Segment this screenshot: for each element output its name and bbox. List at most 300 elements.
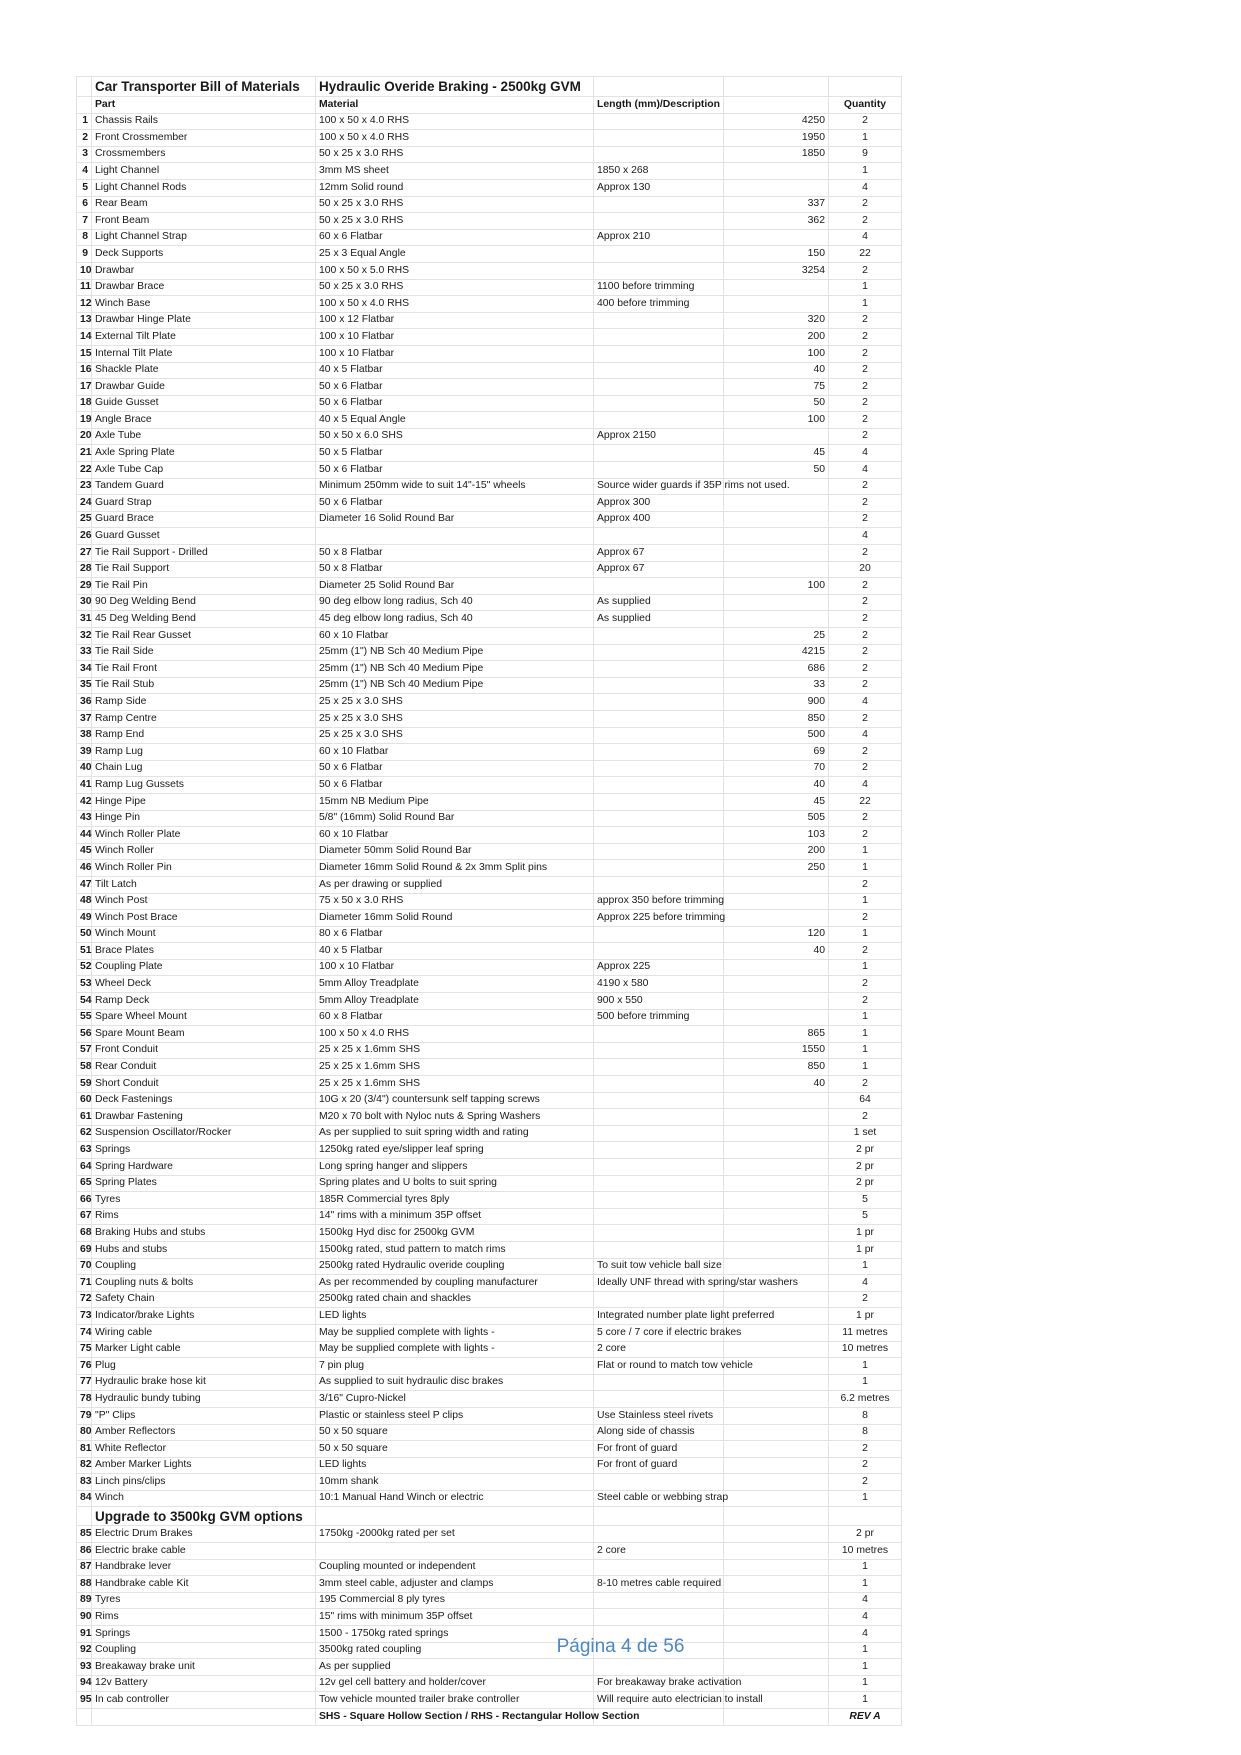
description	[594, 1208, 724, 1225]
description: For front of guard	[594, 1457, 724, 1474]
part-name: Wheel Deck	[92, 976, 316, 993]
length-mm	[724, 1609, 829, 1626]
table-row	[77, 910, 902, 927]
material: 100 x 10 Flatbar	[316, 329, 594, 346]
material: Tow vehicle mounted trailer brake controller	[316, 1692, 594, 1709]
description	[594, 312, 724, 329]
table-row	[77, 1358, 902, 1375]
description: For front of guard	[594, 1441, 724, 1458]
length-mm: 337	[724, 196, 829, 213]
item-number: 86	[77, 1543, 92, 1560]
item-number: 43	[77, 810, 92, 827]
table-row	[77, 262, 902, 279]
material: Diameter 25 Solid Round Bar	[316, 578, 594, 595]
length-mm: 200	[724, 843, 829, 860]
table-row	[77, 213, 902, 230]
material: 10:1 Manual Hand Winch or electric	[316, 1490, 594, 1507]
quantity: 1	[829, 296, 902, 313]
material: 10mm shank	[316, 1474, 594, 1491]
table-row	[77, 860, 902, 877]
material: 25 x 3 Equal Angle	[316, 246, 594, 263]
quantity: 10 metres	[829, 1543, 902, 1560]
length-mm	[724, 229, 829, 246]
length-mm	[724, 1291, 829, 1308]
material: 100 x 50 x 4.0 RHS	[316, 296, 594, 313]
part-name: Front Conduit	[92, 1042, 316, 1059]
material: 100 x 50 x 4.0 RHS	[316, 113, 594, 130]
material: 60 x 6 Flatbar	[316, 229, 594, 246]
part-name: Light Channel Strap	[92, 229, 316, 246]
quantity: 22	[829, 793, 902, 810]
material	[316, 528, 594, 545]
part-name: Winch	[92, 1490, 316, 1507]
item-number: 25	[77, 511, 92, 528]
material: 100 x 50 x 4.0 RHS	[316, 130, 594, 147]
table-row	[77, 727, 902, 744]
item-number: 55	[77, 1009, 92, 1026]
part-name: Hydraulic brake hose kit	[92, 1374, 316, 1391]
item-number: 63	[77, 1142, 92, 1159]
header-row	[77, 97, 902, 114]
quantity: 2	[829, 545, 902, 562]
item-number: 44	[77, 827, 92, 844]
item-number: 36	[77, 694, 92, 711]
part-name: 45 Deg Welding Bend	[92, 611, 316, 628]
table-row	[77, 1042, 902, 1059]
length-mm	[724, 1192, 829, 1209]
description: Approx 67	[594, 561, 724, 578]
description: Approx 225	[594, 959, 724, 976]
description	[594, 644, 724, 661]
table-row	[77, 959, 902, 976]
quantity: 2	[829, 760, 902, 777]
description: Along side of chassis	[594, 1424, 724, 1441]
quantity: 1 pr	[829, 1308, 902, 1325]
item-number: 83	[77, 1474, 92, 1491]
description: Approx 400	[594, 511, 724, 528]
item-number: 18	[77, 395, 92, 412]
description	[594, 1609, 724, 1626]
part-name: Winch Roller Pin	[92, 860, 316, 877]
quantity: 1	[829, 1374, 902, 1391]
quantity: 2	[829, 312, 902, 329]
item-number: 37	[77, 710, 92, 727]
length-mm: 33	[724, 677, 829, 694]
item-number: 65	[77, 1175, 92, 1192]
length-mm	[724, 1341, 829, 1358]
table-row	[77, 1241, 902, 1258]
item-number: 81	[77, 1441, 92, 1458]
length-mm: 50	[724, 395, 829, 412]
part-name: Tie Rail Side	[92, 644, 316, 661]
length-mm	[724, 1374, 829, 1391]
material: Diameter 16mm Solid Round	[316, 910, 594, 927]
table-row	[77, 1457, 902, 1474]
table-row	[77, 511, 902, 528]
description	[594, 1142, 724, 1159]
quantity: 2	[829, 993, 902, 1010]
description	[594, 445, 724, 462]
material: 40 x 5 Flatbar	[316, 943, 594, 960]
table-row	[77, 1275, 902, 1292]
description: 5 core / 7 core if electric brakes	[594, 1324, 724, 1341]
table-row	[77, 495, 902, 512]
item-number: 23	[77, 478, 92, 495]
description	[594, 528, 724, 545]
item-number: 53	[77, 976, 92, 993]
part-name: Crossmembers	[92, 146, 316, 163]
length-mm	[724, 1258, 829, 1275]
material: As per supplied to suit spring width and rating	[316, 1125, 594, 1142]
quantity: 1	[829, 1490, 902, 1507]
description	[594, 943, 724, 960]
length-mm	[724, 1142, 829, 1159]
material: 5mm Alloy Treadplate	[316, 976, 594, 993]
quantity: 2	[829, 262, 902, 279]
part-name: Coupling Plate	[92, 959, 316, 976]
length-mm: 120	[724, 926, 829, 943]
part-name: Guide Gusset	[92, 395, 316, 412]
length-mm	[724, 594, 829, 611]
part-name: Spare Mount Beam	[92, 1026, 316, 1043]
part-name: Angle Brace	[92, 412, 316, 429]
table-row	[77, 163, 902, 180]
length-mm: 865	[724, 1026, 829, 1043]
table-row	[77, 379, 902, 396]
quantity: 1 set	[829, 1125, 902, 1142]
quantity: 8	[829, 1424, 902, 1441]
description	[594, 1225, 724, 1242]
length-mm: 69	[724, 744, 829, 761]
part-name: Handbrake cable Kit	[92, 1576, 316, 1593]
quantity: 2	[829, 744, 902, 761]
page-number: Página 4 de 56	[556, 1636, 685, 1657]
part-name: Spring Plates	[92, 1175, 316, 1192]
item-number: 16	[77, 362, 92, 379]
item-number: 88	[77, 1576, 92, 1593]
part-name: Winch Mount	[92, 926, 316, 943]
description: Use Stainless steel rivets	[594, 1407, 724, 1424]
description: Source wider guards if 35P rims not used.	[594, 478, 724, 495]
part-name: Light Channel	[92, 163, 316, 180]
description	[594, 213, 724, 230]
quantity: 2	[829, 943, 902, 960]
material: Diameter 16 Solid Round Bar	[316, 511, 594, 528]
length-mm: 103	[724, 827, 829, 844]
length-mm: 850	[724, 1059, 829, 1076]
table-row	[77, 1092, 902, 1109]
part-name: Drawbar Brace	[92, 279, 316, 296]
material: May be supplied complete with lights -	[316, 1341, 594, 1358]
table-row	[77, 611, 902, 628]
quantity: 4	[829, 229, 902, 246]
material: 1500kg Hyd disc for 2500kg GVM	[316, 1225, 594, 1242]
item-number: 72	[77, 1291, 92, 1308]
table-row	[77, 1076, 902, 1093]
table-row	[77, 1543, 902, 1560]
material: 1250kg rated eye/slipper leaf spring	[316, 1142, 594, 1159]
part-name: Internal Tilt Plate	[92, 345, 316, 362]
table-row	[77, 1424, 902, 1441]
description	[594, 1559, 724, 1576]
length-mm: 45	[724, 445, 829, 462]
item-number: 54	[77, 993, 92, 1010]
item-number: 46	[77, 860, 92, 877]
table-row	[77, 229, 902, 246]
material: As supplied to suit hydraulic disc brakes	[316, 1374, 594, 1391]
table-row	[77, 1592, 902, 1609]
description: As supplied	[594, 611, 724, 628]
item-number: 94	[77, 1675, 92, 1692]
description	[594, 1159, 724, 1176]
part-name: Ramp Deck	[92, 993, 316, 1010]
item-number: 5	[77, 179, 92, 196]
quantity: 4	[829, 1275, 902, 1292]
material: 185R Commercial tyres 8ply	[316, 1192, 594, 1209]
quantity: 2	[829, 910, 902, 927]
part-name: Winch Post Brace	[92, 910, 316, 927]
quantity: 2	[829, 428, 902, 445]
quantity: 1	[829, 1659, 902, 1676]
item-number: 4	[77, 163, 92, 180]
material: Long spring hanger and slippers	[316, 1159, 594, 1176]
table-row	[77, 1175, 902, 1192]
length-mm: 500	[724, 727, 829, 744]
table-row	[77, 594, 902, 611]
material: 50 x 25 x 3.0 RHS	[316, 146, 594, 163]
quantity: 1	[829, 1358, 902, 1375]
length-mm	[724, 1009, 829, 1026]
part-name: Hinge Pipe	[92, 793, 316, 810]
item-number: 89	[77, 1592, 92, 1609]
length-mm: 70	[724, 760, 829, 777]
part-name: Winch Roller Plate	[92, 827, 316, 844]
part-name: Plug	[92, 1358, 316, 1375]
quantity: 11 metres	[829, 1324, 902, 1341]
part-name: Tie Rail Support	[92, 561, 316, 578]
description: Steel cable or webbing strap	[594, 1490, 724, 1507]
quantity: 2	[829, 379, 902, 396]
description	[594, 694, 724, 711]
table-row	[77, 1576, 902, 1593]
item-number: 34	[77, 661, 92, 678]
quantity: 1	[829, 130, 902, 147]
table-row	[77, 1559, 902, 1576]
description	[594, 1626, 724, 1643]
item-number: 24	[77, 495, 92, 512]
material: 50 x 25 x 3.0 RHS	[316, 279, 594, 296]
description	[594, 677, 724, 694]
material: 7 pin plug	[316, 1358, 594, 1375]
quantity: 10 metres	[829, 1341, 902, 1358]
material: Minimum 250mm wide to suit 14"-15" wheels	[316, 478, 594, 495]
quantity: 8	[829, 1407, 902, 1424]
quantity: 2	[829, 644, 902, 661]
material: 50 x 50 square	[316, 1424, 594, 1441]
table-row	[77, 1526, 902, 1543]
item-number: 17	[77, 379, 92, 396]
part-name: Coupling	[92, 1642, 316, 1659]
length-mm	[724, 528, 829, 545]
quantity: 2	[829, 478, 902, 495]
description	[594, 1125, 724, 1142]
length-mm: 900	[724, 694, 829, 711]
material: 60 x 8 Flatbar	[316, 1009, 594, 1026]
material: 80 x 6 Flatbar	[316, 926, 594, 943]
description	[594, 727, 724, 744]
part-name: Safety Chain	[92, 1291, 316, 1308]
item-number: 66	[77, 1192, 92, 1209]
length-mm: 320	[724, 312, 829, 329]
description: 1100 before trimming	[594, 279, 724, 296]
table-row	[77, 1692, 902, 1709]
material: Diameter 16mm Solid Round & 2x 3mm Split pins	[316, 860, 594, 877]
table-row	[77, 1609, 902, 1626]
description: Approx 225 before trimming	[594, 910, 724, 927]
quantity: 2	[829, 578, 902, 595]
description: 500 before trimming	[594, 1009, 724, 1026]
length-mm	[724, 511, 829, 528]
item-number: 31	[77, 611, 92, 628]
length-mm	[724, 1424, 829, 1441]
part-name: Drawbar Hinge Plate	[92, 312, 316, 329]
material: 60 x 10 Flatbar	[316, 744, 594, 761]
length-mm	[724, 545, 829, 562]
table-row	[77, 279, 902, 296]
part-name: Tandem Guard	[92, 478, 316, 495]
description: Approx 130	[594, 179, 724, 196]
description	[594, 1042, 724, 1059]
description: Will require auto electrician to install	[594, 1692, 724, 1709]
length-mm: 25	[724, 628, 829, 645]
part-name: Rear Beam	[92, 196, 316, 213]
material: 50 x 6 Flatbar	[316, 495, 594, 512]
description	[594, 1592, 724, 1609]
length-mm: 3254	[724, 262, 829, 279]
item-number: 12	[77, 296, 92, 313]
material: 75 x 50 x 3.0 RHS	[316, 893, 594, 910]
table-row	[77, 694, 902, 711]
quantity: 1	[829, 1642, 902, 1659]
quantity: 4	[829, 1626, 902, 1643]
table-row	[77, 462, 902, 479]
item-number: 49	[77, 910, 92, 927]
part-name: Axle Tube Cap	[92, 462, 316, 479]
item-number: 1	[77, 113, 92, 130]
item-number: 35	[77, 677, 92, 694]
length-mm: 1550	[724, 1042, 829, 1059]
length-mm	[724, 1241, 829, 1258]
quantity: 2 pr	[829, 1142, 902, 1159]
item-number: 3	[77, 146, 92, 163]
length-column-header: Length (mm)/Description	[594, 97, 724, 114]
description	[594, 462, 724, 479]
description	[594, 1526, 724, 1543]
item-number: 67	[77, 1208, 92, 1225]
quantity: 1	[829, 893, 902, 910]
item-number: 13	[77, 312, 92, 329]
item-number: 45	[77, 843, 92, 860]
length-mm	[724, 1526, 829, 1543]
material: 12mm Solid round	[316, 179, 594, 196]
table-row	[77, 1642, 902, 1659]
table-row	[77, 545, 902, 562]
description	[594, 1374, 724, 1391]
material: 100 x 50 x 5.0 RHS	[316, 262, 594, 279]
table-row	[77, 1109, 902, 1126]
material: 3500kg rated coupling	[316, 1642, 594, 1659]
table-row	[77, 677, 902, 694]
table-row	[77, 1059, 902, 1076]
quantity: 4	[829, 462, 902, 479]
length-mm	[724, 1457, 829, 1474]
length-mm: 40	[724, 362, 829, 379]
part-name: External Tilt Plate	[92, 329, 316, 346]
quantity: 2	[829, 395, 902, 412]
length-mm	[724, 976, 829, 993]
material: 40 x 5 Flatbar	[316, 362, 594, 379]
description	[594, 628, 724, 645]
quantity: 4	[829, 445, 902, 462]
description: Approx 300	[594, 495, 724, 512]
quantity: 2	[829, 1441, 902, 1458]
quantity: 2	[829, 594, 902, 611]
description: Approx 210	[594, 229, 724, 246]
length-mm	[724, 993, 829, 1010]
item-number: 10	[77, 262, 92, 279]
description	[594, 329, 724, 346]
table-row	[77, 1159, 902, 1176]
material: LED lights	[316, 1308, 594, 1325]
material: As per recommended by coupling manufacturer	[316, 1275, 594, 1292]
item-number: 11	[77, 279, 92, 296]
length-mm	[724, 179, 829, 196]
part-name: Indicator/brake Lights	[92, 1308, 316, 1325]
part-name: Amber Reflectors	[92, 1424, 316, 1441]
material: 50 x 8 Flatbar	[316, 545, 594, 562]
description	[594, 843, 724, 860]
part-name: Drawbar	[92, 262, 316, 279]
item-number: 57	[77, 1042, 92, 1059]
material: 50 x 25 x 3.0 RHS	[316, 196, 594, 213]
item-number: 70	[77, 1258, 92, 1275]
description	[594, 1175, 724, 1192]
table-row	[77, 1125, 902, 1142]
quantity: 2 pr	[829, 1526, 902, 1543]
quantity: 2	[829, 113, 902, 130]
quantity: 2	[829, 1109, 902, 1126]
table-row	[77, 395, 902, 412]
description	[594, 1076, 724, 1093]
material: 50 x 6 Flatbar	[316, 379, 594, 396]
material: 1750kg -2000kg rated per set	[316, 1526, 594, 1543]
item-number: 19	[77, 412, 92, 429]
length-mm: 250	[724, 860, 829, 877]
quantity: 2	[829, 1474, 902, 1491]
quantity: 1	[829, 1009, 902, 1026]
table-row	[77, 1225, 902, 1242]
item-number: 74	[77, 1324, 92, 1341]
description: As supplied	[594, 594, 724, 611]
part-name: Hydraulic bundy tubing	[92, 1391, 316, 1408]
table-row	[77, 1341, 902, 1358]
item-number: 82	[77, 1457, 92, 1474]
part-name: Tie Rail Pin	[92, 578, 316, 595]
material: 50 x 50 x 6.0 SHS	[316, 428, 594, 445]
item-number: 48	[77, 893, 92, 910]
quantity: 2	[829, 412, 902, 429]
item-number: 90	[77, 1609, 92, 1626]
